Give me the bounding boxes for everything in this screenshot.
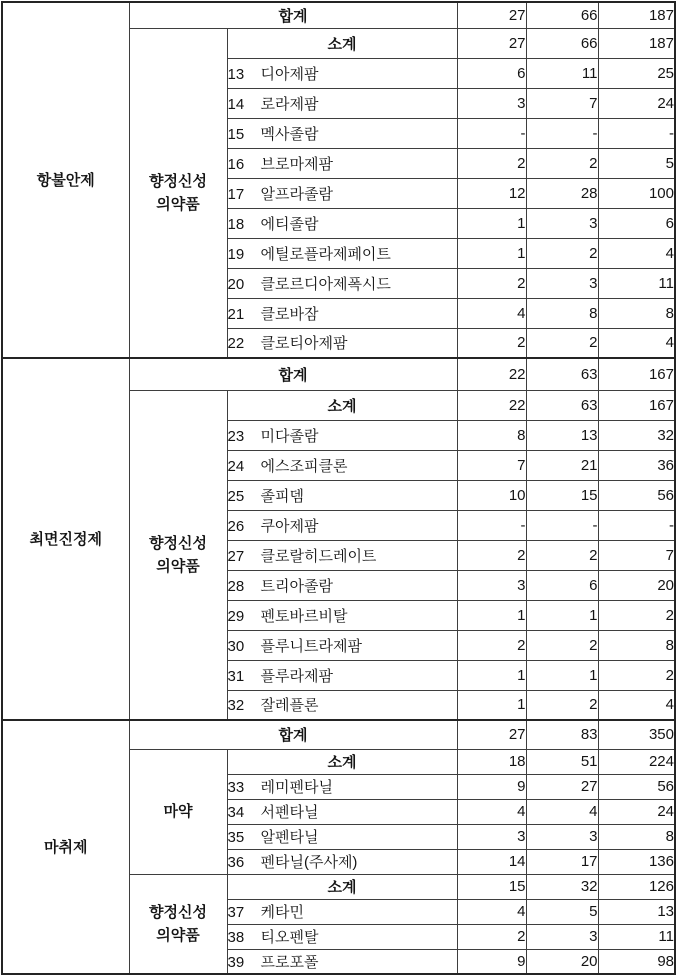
drug-value: 136 (598, 849, 675, 874)
drug-value: 1 (526, 600, 598, 630)
drug-name: 쿠아제팜 (260, 517, 319, 535)
subcategory-cell: 향정신성 의약품 (129, 874, 227, 974)
subcategory-cell: 마약 (129, 749, 227, 874)
drug-name-cell (227, 849, 457, 874)
drug-value: 2 (598, 600, 675, 630)
drug-value: 8 (598, 824, 675, 849)
category-cell: 마취제 (2, 720, 129, 974)
drug-name: 펜타닐(주사제) (260, 854, 358, 871)
drug-value: - (598, 118, 675, 148)
drug-name: 브로마제팜 (260, 155, 333, 173)
drug-name: 클로바잠 (260, 305, 319, 323)
subtotal-label: 소계 (227, 749, 457, 774)
total-value: 187 (598, 2, 675, 28)
category-cell: 항불안제 (2, 2, 129, 358)
drug-value: 9 (457, 949, 526, 974)
subtotal-label: 소계 (227, 390, 457, 420)
drug-value: 2 (457, 630, 526, 660)
category-cell: 최면진정제 (2, 358, 129, 720)
drug-value: 8 (598, 298, 675, 328)
drug-value: 98 (598, 949, 675, 974)
drug-value: 24 (598, 88, 675, 118)
drug-name: 티오펜탈 (260, 929, 319, 946)
drug-value: 7 (457, 450, 526, 480)
drug-number: 21 (227, 305, 245, 323)
subtotal-value: 63 (526, 390, 598, 420)
drug-name: 잘레플론 (260, 697, 319, 715)
drug-name-cell (227, 268, 457, 298)
drug-value: - (526, 118, 598, 148)
drug-value: 20 (598, 570, 675, 600)
total-label: 합계 (129, 358, 457, 390)
drug-name: 클로르디아제폭시드 (260, 275, 391, 293)
drug-number: 24 (227, 457, 245, 475)
drug-name: 플루라제팜 (260, 667, 333, 685)
total-label: 합계 (129, 720, 457, 749)
subcategory-cell: 향정신성 의약품 (129, 390, 227, 720)
drug-name: 클로티아제팜 (260, 335, 348, 353)
subtotal-value: 224 (598, 749, 675, 774)
drug-number: 31 (227, 667, 245, 685)
drug-value: 14 (457, 849, 526, 874)
drug-name: 알프라졸람 (260, 185, 333, 203)
drug-value: 27 (526, 774, 598, 799)
drug-number: 22 (227, 335, 245, 353)
drug-name-cell (227, 924, 457, 949)
drug-value: 7 (526, 88, 598, 118)
drug-number: 33 (227, 779, 245, 796)
drug-value: 7 (598, 540, 675, 570)
drug-value: 11 (526, 58, 598, 88)
drug-name-cell (227, 88, 457, 118)
drug-value: 4 (457, 298, 526, 328)
drug-number: 30 (227, 637, 245, 655)
drug-value: 4 (457, 799, 526, 824)
subtotal-value: 22 (457, 390, 526, 420)
subtotal-label: 소계 (227, 874, 457, 899)
drug-name-cell (227, 510, 457, 540)
drug-number: 16 (227, 155, 245, 173)
section-total-row (2, 720, 675, 749)
drug-name: 미다졸람 (260, 427, 319, 445)
drug-name-cell (227, 774, 457, 799)
drug-value: 1 (457, 600, 526, 630)
drug-value: 1 (457, 690, 526, 720)
drug-name-cell (227, 480, 457, 510)
drug-value: 3 (457, 824, 526, 849)
drug-value: 1 (457, 208, 526, 238)
drug-number: 18 (227, 215, 245, 233)
drug-value: 4 (598, 690, 675, 720)
drug-value: 1 (526, 660, 598, 690)
drug-number: 39 (227, 953, 245, 971)
drug-value: 3 (526, 208, 598, 238)
drug-value: 9 (457, 774, 526, 799)
drug-value: 5 (598, 148, 675, 178)
drug-value: 25 (598, 58, 675, 88)
subtotal-value: 18 (457, 749, 526, 774)
drug-value: 20 (526, 949, 598, 974)
drug-value: 13 (598, 899, 675, 924)
drug-value: 6 (598, 208, 675, 238)
drug-value: 2 (598, 660, 675, 690)
total-value: 350 (598, 720, 675, 749)
drug-name: 서펜타닐 (260, 804, 319, 821)
drug-value: 8 (526, 298, 598, 328)
drug-number: 32 (227, 697, 245, 715)
drug-name-cell (227, 208, 457, 238)
drug-value: 2 (526, 540, 598, 570)
drug-value: 28 (526, 178, 598, 208)
subtotal-label: 소계 (227, 28, 457, 58)
drug-value: 56 (598, 774, 675, 799)
subtotal-value: 187 (598, 28, 675, 58)
drug-value: 4 (598, 328, 675, 358)
subtotal-value: 15 (457, 874, 526, 899)
drug-name-cell (227, 420, 457, 450)
drug-name-cell (227, 690, 457, 720)
drug-name: 멕사졸람 (260, 125, 319, 143)
drug-name: 로라제팜 (260, 95, 319, 113)
drug-name-cell (227, 799, 457, 824)
drug-value: 15 (526, 480, 598, 510)
drug-name: 에티졸람 (260, 215, 319, 233)
drug-name-cell (227, 949, 457, 974)
drug-value: 2 (457, 148, 526, 178)
table-body (2, 2, 675, 974)
drug-number: 25 (227, 487, 245, 505)
total-value: 167 (598, 358, 675, 390)
total-value: 27 (457, 2, 526, 28)
drug-name-cell (227, 600, 457, 630)
total-value: 83 (526, 720, 598, 749)
drug-value: 4 (457, 899, 526, 924)
drug-name: 플루니트라제팜 (260, 637, 362, 655)
drug-value: 3 (526, 924, 598, 949)
drug-name-cell (227, 540, 457, 570)
drug-value: 3 (457, 88, 526, 118)
drug-value: 21 (526, 450, 598, 480)
drug-value: 2 (526, 690, 598, 720)
drug-number: 26 (227, 517, 245, 535)
drug-number: 37 (227, 904, 245, 921)
drug-number: 20 (227, 275, 245, 293)
drug-name-cell (227, 58, 457, 88)
drug-value: 12 (457, 178, 526, 208)
drug-number: 36 (227, 854, 245, 871)
drug-value: 3 (526, 268, 598, 298)
drug-value: 2 (526, 328, 598, 358)
drug-value: 2 (457, 268, 526, 298)
drug-name: 트리아졸람 (260, 577, 333, 595)
total-value: 27 (457, 720, 526, 749)
drug-value: 6 (457, 58, 526, 88)
drug-value: 56 (598, 480, 675, 510)
drug-number: 34 (227, 804, 245, 821)
drug-value: 2 (457, 328, 526, 358)
drug-value: 17 (526, 849, 598, 874)
subtotal-value: 51 (526, 749, 598, 774)
subcategory-cell: 향정신성 의약품 (129, 28, 227, 358)
total-value: 22 (457, 358, 526, 390)
drug-value: 13 (526, 420, 598, 450)
drug-value: 2 (457, 924, 526, 949)
total-label: 합계 (129, 2, 457, 28)
drug-number: 29 (227, 607, 245, 625)
drug-name: 졸피뎀 (260, 487, 304, 505)
drug-name: 케타민 (260, 904, 304, 921)
drug-name-cell (227, 148, 457, 178)
drug-value: 100 (598, 178, 675, 208)
drug-value: 3 (526, 824, 598, 849)
subtotal-value: 66 (526, 28, 598, 58)
drug-name-cell (227, 238, 457, 268)
drug-number: 28 (227, 577, 245, 595)
drug-value: 6 (526, 570, 598, 600)
drug-value: 1 (457, 660, 526, 690)
drug-value: 4 (598, 238, 675, 268)
section-total-row (2, 2, 675, 28)
drug-number: 13 (227, 65, 245, 83)
drug-value: 1 (457, 238, 526, 268)
drug-value: 4 (526, 799, 598, 824)
drug-value: 8 (457, 420, 526, 450)
subtotal-value: 126 (598, 874, 675, 899)
drug-name: 레미펜타닐 (260, 779, 333, 796)
drug-value: 2 (526, 148, 598, 178)
drug-name-cell (227, 178, 457, 208)
drug-name: 프로포폴 (260, 953, 319, 971)
drug-value: 11 (598, 924, 675, 949)
drug-value: - (457, 118, 526, 148)
drug-name-cell (227, 899, 457, 924)
drug-name: 펜토바르비탈 (260, 607, 348, 625)
drug-value: 11 (598, 268, 675, 298)
drug-value: 5 (526, 899, 598, 924)
subtotal-value: 32 (526, 874, 598, 899)
drug-value: 24 (598, 799, 675, 824)
total-value: 66 (526, 2, 598, 28)
subtotal-value: 167 (598, 390, 675, 420)
drug-name: 에스조피클론 (260, 457, 348, 475)
drug-name: 알펜타닐 (260, 829, 319, 846)
drug-value: 32 (598, 420, 675, 450)
drug-count-table (1, 1, 676, 975)
drug-name-cell (227, 630, 457, 660)
drug-name-cell (227, 328, 457, 358)
drug-number: 15 (227, 125, 245, 143)
drug-number: 19 (227, 245, 245, 263)
drug-name-cell (227, 660, 457, 690)
drug-name-cell (227, 118, 457, 148)
drug-name-cell (227, 824, 457, 849)
drug-number: 17 (227, 185, 245, 203)
drug-number: 35 (227, 829, 245, 846)
drug-value: - (526, 510, 598, 540)
drug-value: - (598, 510, 675, 540)
drug-name-cell (227, 298, 457, 328)
drug-value: 2 (526, 238, 598, 268)
drug-value: 8 (598, 630, 675, 660)
section-total-row (2, 358, 675, 390)
drug-name: 디아제팜 (260, 65, 319, 83)
drug-name: 에틸로플라제페이트 (260, 245, 391, 263)
drug-number: 27 (227, 547, 245, 565)
drug-number: 23 (227, 427, 245, 445)
drug-number: 38 (227, 929, 245, 946)
drug-value: 3 (457, 570, 526, 600)
subtotal-value: 27 (457, 28, 526, 58)
drug-value: 10 (457, 480, 526, 510)
drug-name: 클로랄히드레이트 (260, 547, 377, 565)
drug-value: 2 (457, 540, 526, 570)
drug-name-cell (227, 570, 457, 600)
drug-name-cell (227, 450, 457, 480)
drug-value: - (457, 510, 526, 540)
drug-number: 14 (227, 95, 245, 113)
drug-value: 2 (526, 630, 598, 660)
drug-value: 36 (598, 450, 675, 480)
total-value: 63 (526, 358, 598, 390)
